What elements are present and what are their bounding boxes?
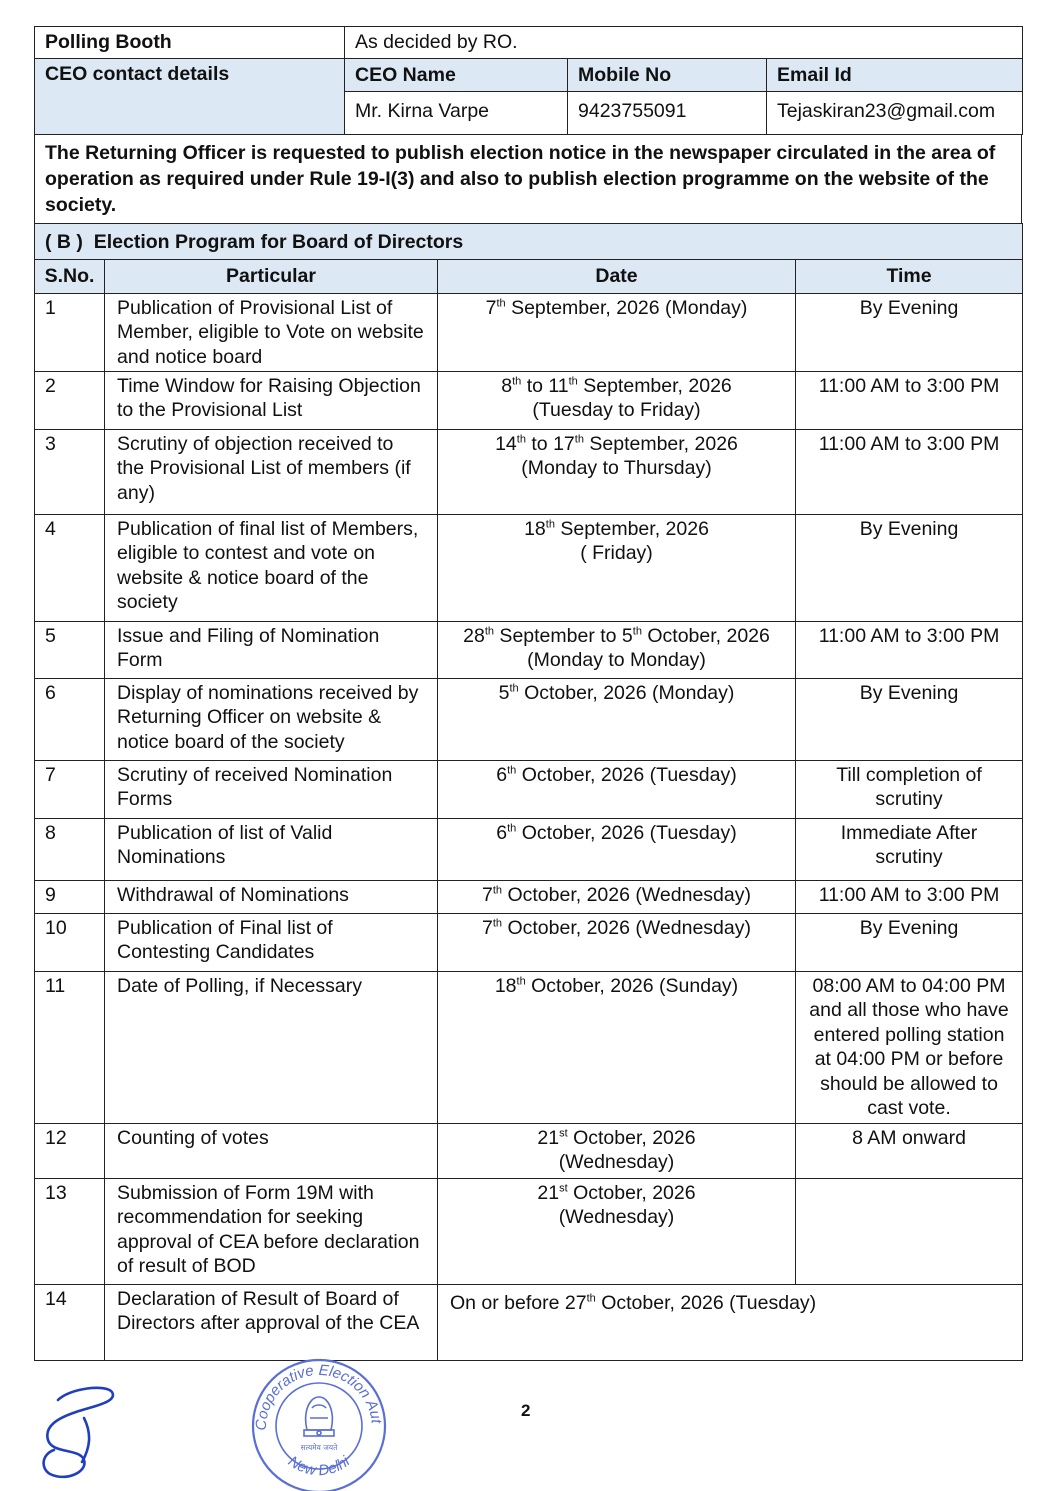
row-time: Immediate After scrutiny — [796, 818, 1023, 880]
row-sno: 3 — [35, 429, 105, 514]
row-time: 11:00 AM to 3:00 PM — [796, 429, 1023, 514]
row-date-text: October, 2026 — [567, 1181, 696, 1204]
table-row — [35, 293, 1023, 371]
seal-motto: सत्यमेव जयते — [300, 1443, 338, 1452]
table-row — [35, 880, 1023, 913]
row-date-text: October, 2026 (Sunday) — [525, 974, 739, 997]
program-rows — [35, 293, 1023, 1284]
ceo-name: Mr. Kirna Varpe — [345, 92, 568, 134]
row-date-text: 8 — [501, 374, 513, 397]
row-sno: 4 — [35, 514, 105, 621]
ordinal-suffix: th — [507, 822, 517, 834]
table-row — [35, 678, 1023, 760]
row-particular: Time Window for Raising Objection to the Provisional List — [105, 371, 438, 429]
emblem-icon — [304, 1397, 334, 1436]
row-time: 11:00 AM to 3:00 PM — [796, 371, 1023, 429]
row-date-line — [450, 517, 783, 542]
row-sno: 9 — [35, 880, 105, 913]
row-date-text: On or before 27 — [450, 1291, 587, 1314]
row-particular: Publication of Final list of Contesting Candidates — [105, 913, 438, 971]
row-time: 11:00 AM to 3:00 PM — [796, 880, 1023, 913]
row-date-line — [450, 1126, 783, 1151]
document-page — [34, 26, 1022, 1361]
table-row — [35, 1284, 1023, 1360]
row-date-text: October, 2026 — [567, 1126, 696, 1149]
table-header-row — [35, 260, 1023, 294]
row-date-text: October, 2026 (Monday) — [518, 681, 735, 704]
row-sno: 1 — [35, 293, 105, 371]
ordinal-suffix: st — [559, 1182, 568, 1194]
table-row — [35, 971, 1023, 1123]
row-date-text: 5 — [498, 681, 510, 704]
row-date-line — [450, 821, 783, 846]
row-date-line — [450, 763, 783, 788]
section-code: ( B ) — [45, 230, 83, 253]
row-particular: Submission of Form 19M with recommendation for seeking approval of CEA before declaration of result of BOD — [105, 1178, 438, 1284]
row-date — [438, 371, 796, 429]
row-particular: Scrutiny of objection received to the Provisional List of members (if any) — [105, 429, 438, 514]
row-date — [438, 913, 796, 971]
ordinal-suffix: th — [632, 625, 642, 637]
row-sno: 6 — [35, 678, 105, 760]
row-date — [438, 971, 796, 1123]
row-date-day: (Monday to Thursday) — [521, 457, 712, 479]
row-date — [438, 818, 796, 880]
row-date — [438, 880, 796, 913]
row-date-text: 14 — [495, 432, 517, 455]
row-time: By Evening — [796, 293, 1023, 371]
table-row — [35, 429, 1023, 514]
row-date-line — [450, 624, 783, 649]
row-date-line — [450, 883, 783, 908]
row-date-day: (Tuesday to Friday) — [532, 399, 701, 421]
row-date-day: ( Friday) — [580, 542, 653, 564]
ordinal-suffix: th — [512, 375, 522, 387]
row-date-text: 6 — [496, 821, 508, 844]
table-row — [35, 1178, 1023, 1284]
ordinal-suffix: th — [516, 433, 526, 445]
row-date-text: September, 2026 — [577, 374, 732, 397]
row-date-text: 7 — [485, 296, 497, 319]
table-row — [35, 621, 1023, 678]
page-number: 2 — [521, 1401, 531, 1420]
row-date — [438, 1284, 1023, 1360]
table-row — [35, 818, 1023, 880]
row-date — [438, 760, 796, 818]
ordinal-suffix: th — [507, 764, 517, 776]
row-particular: Publication of Provisional List of Member, eligible to Vote on website and notice board — [105, 293, 438, 371]
polling-booth-value: As decided by RO. — [345, 27, 1023, 59]
row-date-text: 7 — [482, 916, 493, 939]
row-particular: Withdrawal of Nominations — [105, 880, 438, 913]
polling-booth-row — [35, 27, 1023, 59]
row-time: By Evening — [796, 913, 1023, 971]
ceo-contact-label: CEO contact details — [35, 58, 345, 134]
row-date-text: October, 2026 (Wednesday) — [502, 883, 751, 906]
header-sno: S.No. — [35, 260, 105, 294]
section-title-text: Election Program for Board of Directors — [93, 230, 464, 253]
row-date-text: September, 2026 — [583, 432, 738, 455]
row-sno: 13 — [35, 1178, 105, 1284]
header-date: Date — [438, 260, 796, 294]
row-date-line — [450, 374, 783, 399]
seal-ring-text: Cooperative Election Aut — [252, 1361, 385, 1431]
returning-officer-notice: The Returning Officer is requested to publish election notice in the newspaper circulated in the area of operation as required under Rule 19-I(3) and also to publish election programme on the website of the society. — [35, 134, 1022, 223]
ceo-mobile: 9423755091 — [568, 92, 767, 134]
row-date-text: October, 2026 (Tuesday) — [595, 1291, 817, 1314]
row-sno: 8 — [35, 818, 105, 880]
row-date-text: September, 2026 — [554, 517, 709, 540]
ordinal-suffix: th — [568, 375, 578, 387]
ordinal-suffix: th — [586, 1292, 596, 1304]
ordinal-suffix: th — [484, 625, 495, 637]
ordinal-suffix: th — [492, 884, 503, 896]
row-date-day: (Wednesday) — [558, 1206, 675, 1228]
row-date — [438, 429, 796, 514]
row-date — [438, 621, 796, 678]
notice-table — [34, 134, 1022, 224]
row-particular: Publication of final list of Members, eligible to contest and vote on website & notice board of the society — [105, 514, 438, 621]
row-particular: Declaration of Result of Board of Directors after approval of the CEA — [105, 1284, 438, 1360]
row-date — [438, 678, 796, 760]
row-date-text: October, 2026 (Tuesday) — [516, 821, 737, 844]
row-time: 8 AM onward — [796, 1123, 1023, 1178]
authority-seal — [244, 1356, 394, 1491]
row-date-text: October, 2026 (Wednesday) — [502, 916, 751, 939]
row-time: By Evening — [796, 678, 1023, 760]
ceo-email: Tejaskiran23@gmail.com — [767, 92, 1023, 134]
svg-text:The Cooperative Election Autho — [244, 1356, 385, 1431]
seal-city-text: New Delhi — [285, 1452, 354, 1480]
ordinal-suffix: th — [545, 518, 555, 530]
ordinal-suffix: th — [492, 917, 503, 929]
row-date-text: 18 — [494, 974, 517, 997]
table-row — [35, 760, 1023, 818]
row-date-text: October, 2026 (Tuesday) — [516, 763, 737, 786]
row-date-day: (Monday to Monday) — [527, 649, 706, 671]
row-sno: 11 — [35, 971, 105, 1123]
row-particular: Display of nominations received by Returning Officer on website & notice board of the society — [105, 678, 438, 760]
row-date — [438, 293, 796, 371]
row-date-text: 21 — [537, 1181, 560, 1204]
section-title-row — [35, 223, 1023, 260]
header-particular: Particular — [105, 260, 438, 294]
row-time: 11:00 AM to 3:00 PM — [796, 621, 1023, 678]
row-date-text: to 17 — [525, 432, 575, 455]
row-time: 08:00 AM to 04:00 PM and all those who have entered polling station at 04:00 PM or before should be allowed to cast vote. — [796, 971, 1023, 1123]
ordinal-suffix: th — [496, 297, 506, 309]
row-date-text: September to 5 — [494, 624, 633, 647]
header-time: Time — [796, 260, 1023, 294]
ordinal-suffix: th — [516, 975, 526, 987]
table-row — [35, 371, 1023, 429]
table-row — [35, 1123, 1023, 1178]
row-time: Till completion of scrutiny — [796, 760, 1023, 818]
row-particular: Issue and Filing of Nomination Form — [105, 621, 438, 678]
row-date — [438, 1123, 796, 1178]
row-sno: 10 — [35, 913, 105, 971]
svg-text:New Delhi — [285, 1453, 354, 1480]
row-sno: 2 — [35, 371, 105, 429]
row-date-day: (Wednesday) — [558, 1151, 675, 1173]
row-date-text: September, 2026 (Monday) — [505, 296, 748, 319]
signature — [36, 1382, 120, 1487]
row-date-text: 6 — [496, 763, 508, 786]
row-sno: 7 — [35, 760, 105, 818]
ceo-mobile-header: Mobile No — [568, 58, 767, 92]
row-date-text: 7 — [482, 883, 493, 906]
polling-booth-label: Polling Booth — [35, 27, 345, 59]
row-date-line — [450, 1181, 783, 1206]
row-date-line — [450, 916, 783, 941]
ordinal-suffix: th — [509, 682, 519, 694]
row-sno: 5 — [35, 621, 105, 678]
row-date-line — [450, 681, 783, 706]
election-program-table — [34, 223, 1023, 1361]
section-title — [35, 223, 1023, 260]
contact-table — [34, 26, 1023, 135]
row-date-text: October, 2026 — [641, 624, 770, 647]
table-row — [35, 514, 1023, 621]
row-date — [438, 1178, 796, 1284]
ceo-header-row — [35, 58, 1023, 92]
row-sno: 12 — [35, 1123, 105, 1178]
row-particular: Publication of list of Valid Nominations — [105, 818, 438, 880]
ceo-name-header: CEO Name — [345, 58, 568, 92]
row-date-text: to 11 — [521, 374, 569, 397]
row-sno: 14 — [35, 1284, 105, 1360]
row-date-line — [450, 974, 783, 999]
row-particular: Scrutiny of received Nomination Forms — [105, 760, 438, 818]
row-date-text: 18 — [524, 517, 546, 540]
row-date — [438, 514, 796, 621]
row-time — [796, 1178, 1023, 1284]
row-particular: Counting of votes — [105, 1123, 438, 1178]
row-date-text: 28 — [463, 624, 485, 647]
ceo-email-header: Email Id — [767, 58, 1023, 92]
ordinal-suffix: st — [559, 1127, 568, 1139]
row-date-line — [450, 432, 783, 457]
row-date-line — [450, 296, 783, 321]
table-row — [35, 913, 1023, 971]
row-date-text: 21 — [537, 1126, 560, 1149]
ordinal-suffix: th — [574, 433, 584, 445]
row-time: By Evening — [796, 514, 1023, 621]
row-particular: Date of Polling, if Necessary — [105, 971, 438, 1123]
